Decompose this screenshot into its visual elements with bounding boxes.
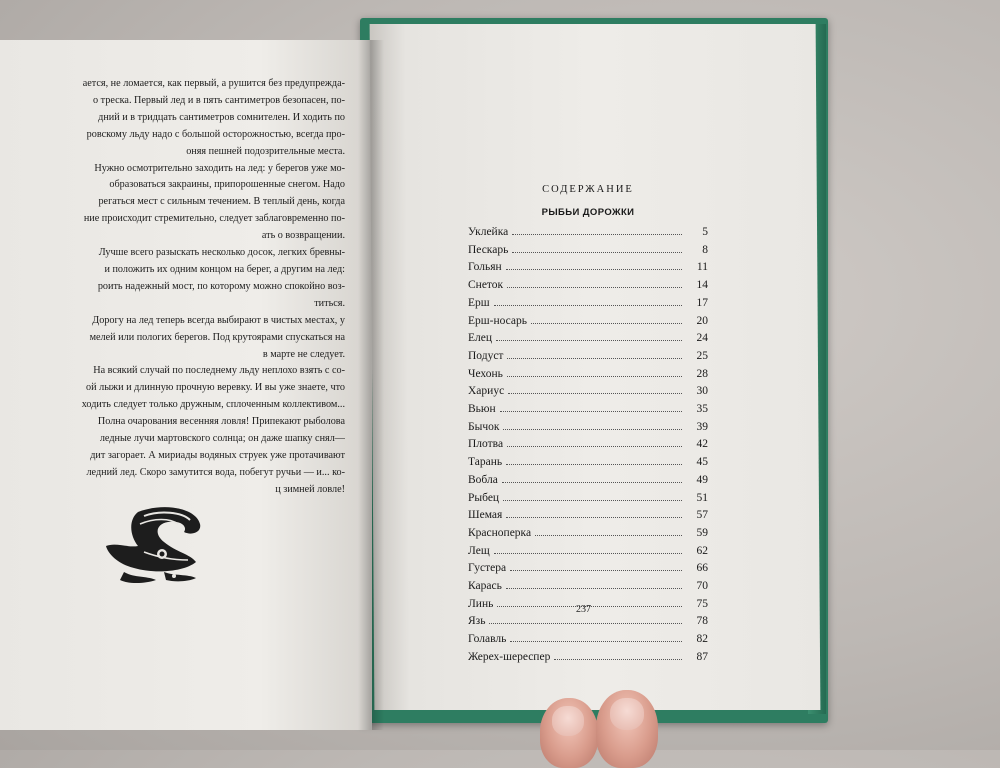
left-page-line: роить надежный мост, по которому можно спокойно воз- (97, 280, 345, 292)
toc-entry-page: 20 (696, 314, 708, 327)
toc-leader-dots (506, 588, 682, 589)
left-page-line: ледний лед. Скоро замутится вода, побегут ручьи — и... ко- (86, 466, 345, 478)
toc-entry-page: 30 (696, 385, 708, 398)
left-page-line: Полна очарования весенняя ловля! Припекают рыболова (97, 416, 345, 428)
toc-entry-page: 39 (696, 420, 708, 433)
toc-entry (468, 259, 708, 277)
toc-entry-page: 75 (696, 597, 708, 610)
toc-leader-dots (494, 305, 682, 306)
toc-entry-page: 8 (702, 243, 708, 256)
toc-entry (468, 613, 708, 631)
toc-leader-dots (496, 340, 682, 341)
toc-entry (468, 277, 708, 295)
toc-entry-page: 11 (696, 261, 708, 274)
toc-entry (468, 454, 708, 472)
toc-entry-name: Плотва (468, 438, 504, 451)
left-page-line: Лучше всего разыскать несколько досок, легких бревны- (98, 247, 345, 259)
toc-entry-page: 62 (696, 544, 708, 557)
toc-title: СОДЕРЖАНИЕ (542, 184, 634, 195)
toc-entry-name: Бычок (468, 420, 500, 433)
toc-leader-dots (502, 482, 682, 483)
toc-entry-name: Ерш (468, 296, 490, 309)
left-page-line: оняя пешней подозрительные места. (186, 145, 345, 157)
toc-leader-dots (506, 269, 682, 270)
toc-leader-dots (554, 659, 682, 660)
toc-leader-dots (507, 446, 682, 447)
toc-entry-name: Тарань (468, 456, 503, 469)
toc-entry-name: Елец (468, 332, 493, 345)
toc-entry (468, 472, 708, 490)
left-page-line: мелей или пологих берегов. Под крутоярами спускаться на (89, 331, 345, 343)
toc-leader-dots (507, 376, 682, 377)
toc-entry-name: Вьюн (468, 403, 496, 416)
left-page-line: титься. (314, 297, 345, 309)
left-page-line: ровскому льду надо с большой осторожностью, всегда про- (86, 128, 345, 140)
left-page-line: ходить следует только дружным, сплоченным коллективом... (81, 399, 345, 411)
toc-entry-page: 87 (696, 650, 708, 663)
toc-entry (468, 436, 708, 454)
left-page-line: ледные лучи мартовского солнца; он даже шапку снял— (99, 433, 345, 445)
toc-entry-page: 51 (696, 491, 708, 504)
left-page-line: о треска. Первый лед и в пять сантиметров безопасен, по- (93, 94, 345, 106)
toc-list (468, 224, 708, 667)
toc-entry-page: 45 (696, 456, 708, 469)
toc-entry (468, 313, 708, 331)
left-page-line: Нужно осмотрительно заходить на лед: у берегов уже мо- (94, 162, 345, 174)
toc-entry-name: Гольян (468, 261, 502, 274)
fish-illustration (104, 502, 216, 586)
toc-entry-page: 59 (696, 526, 708, 539)
toc-entry (468, 419, 708, 437)
toc-entry-page: 14 (696, 279, 708, 292)
page-number: 237 (576, 604, 591, 615)
toc-leader-dots (494, 553, 682, 554)
left-page-line: Дорогу на лед теперь всегда выбирают в чистых местах, у (92, 314, 345, 326)
toc-entry-page: 78 (696, 615, 708, 628)
toc-entry-page: 25 (696, 349, 708, 362)
toc-leader-dots (500, 411, 682, 412)
toc-entry-name: Карась (468, 580, 502, 593)
toc-entry (468, 295, 708, 313)
toc-leader-dots (512, 234, 682, 235)
toc-entry (468, 348, 708, 366)
toc-leader-dots (510, 641, 682, 642)
left-page-line: ой лыжи и длинную прочную веревку. И вы уже знаете, что (86, 382, 345, 394)
toc-entry-name: Подуст (468, 349, 504, 362)
toc-entry-page: 42 (696, 438, 708, 451)
toc-entry-page: 28 (696, 367, 708, 380)
toc-entry-name: Красноперка (468, 526, 532, 539)
toc-leader-dots (507, 358, 682, 359)
toc-entry (468, 242, 708, 260)
toc-leader-dots (531, 323, 682, 324)
toc-leader-dots (506, 464, 682, 465)
toc-entry-page: 24 (696, 332, 708, 345)
toc-leader-dots (510, 570, 682, 571)
toc-entry (468, 366, 708, 384)
toc-entry (468, 631, 708, 649)
toc-leader-dots (503, 500, 682, 501)
toc-entry-name: Густера (468, 562, 507, 575)
toc-entry-name: Голавль (468, 633, 507, 646)
left-page-line: ние происходит стремительно, следует заблаговременно по- (83, 213, 345, 225)
toc-entry-name: Ерш-носарь (468, 314, 527, 327)
left-page-line: образоваться закраины, припорошенные снегом. Надо (109, 179, 345, 191)
toc-entry (468, 224, 708, 242)
right-thumb-nail (610, 698, 644, 730)
toc-entry (468, 649, 708, 667)
toc-entry-name: Уклейка (468, 226, 509, 238)
toc-entry-name: Чехонь (468, 367, 503, 380)
toc-entry (468, 383, 708, 401)
toc-entry-name: Жерех-шереспер (468, 650, 551, 663)
toc-entry-page: 57 (696, 509, 708, 522)
left-page-line: и положить их одним концом на берег, а другим на лед: (104, 263, 345, 275)
left-page-line: На всякий случай по последнему льду неплохо взять с со- (93, 365, 345, 377)
left-page-line: ц зимней ловле! (275, 483, 345, 495)
toc-leader-dots (507, 287, 682, 288)
toc-entry (468, 490, 708, 508)
toc-leader-dots (512, 252, 682, 253)
toc-leader-dots (503, 429, 682, 430)
toc-entry-name: Лещ (468, 544, 490, 557)
toc-entry-name: Хариус (468, 385, 505, 398)
toc-section-heading: РЫБЬИ ДОРОЖКИ (541, 207, 635, 218)
toc-entry (468, 543, 708, 561)
toc-leader-dots (506, 517, 682, 518)
toc-entry-name: Язь (468, 615, 486, 628)
toc-leader-dots (489, 623, 682, 624)
table-of-contents (468, 184, 708, 667)
toc-entry-name: Вобла (468, 473, 498, 486)
toc-entry-name: Снеток (468, 279, 504, 292)
toc-entry-page: 66 (696, 562, 708, 575)
toc-entry-name: Рыбец (468, 491, 500, 504)
toc-entry (468, 578, 708, 596)
toc-entry-page: 82 (696, 633, 708, 646)
toc-entry-page: 35 (696, 403, 708, 416)
toc-entry (468, 560, 708, 578)
toc-entry-page: 17 (696, 296, 708, 309)
toc-entry-name: Пескарь (468, 243, 509, 256)
left-page-line: дит загорает. А мириады водяных струек уже протачивают (90, 449, 345, 461)
left-thumb-nail (552, 706, 584, 736)
toc-entry (468, 525, 708, 543)
left-page-line: ать о возвращении. (261, 230, 345, 242)
toc-entry-page: 5 (702, 226, 708, 238)
left-page-line: регаться мест с сильным течением. В теплый день, когда (98, 196, 345, 208)
toc-entry-name: Линь (468, 597, 494, 610)
toc-entry (468, 507, 708, 525)
toc-entry-page: 49 (696, 473, 708, 486)
toc-entry-name: Шемая (468, 509, 503, 522)
toc-entry (468, 330, 708, 348)
toc-leader-dots (508, 393, 682, 394)
left-page-line: в марте не следует. (262, 348, 345, 360)
left-page-line: дний и в тридцать сантиметров сомнителен. И ходить по (98, 111, 345, 123)
left-page-line: ается, не ломается, как первый, а рушится без предупрежда- (82, 78, 345, 89)
toc-leader-dots (535, 535, 682, 536)
toc-entry-page: 70 (696, 580, 708, 593)
book-gutter (358, 40, 384, 730)
left-page-text (0, 76, 345, 499)
toc-entry (468, 401, 708, 419)
